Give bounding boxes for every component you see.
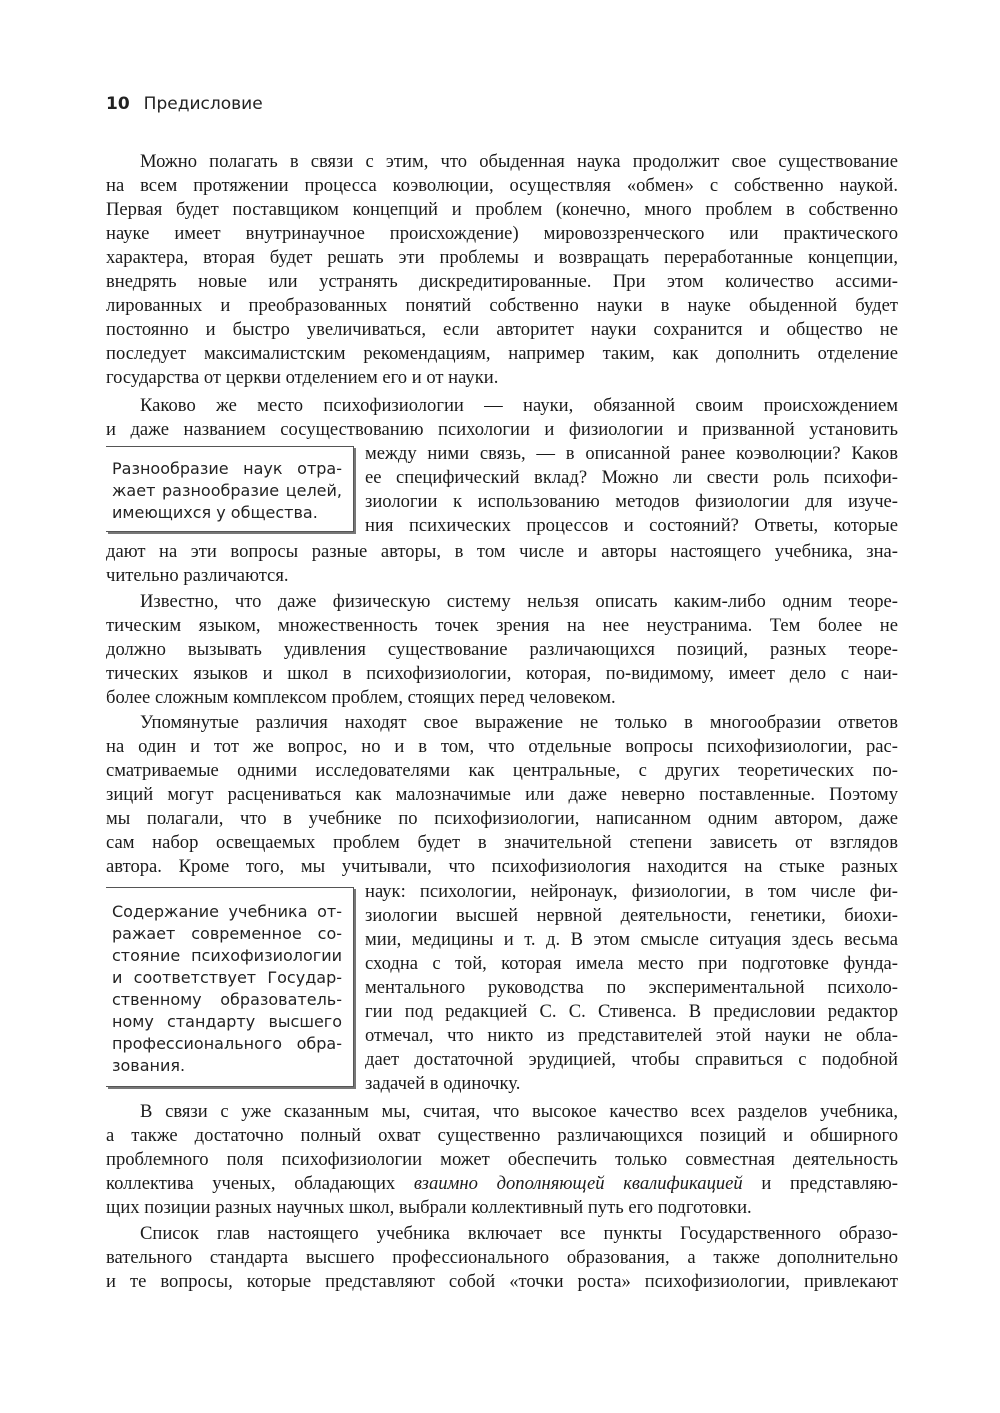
margin-note-line: стояние психофизиологии <box>112 946 342 965</box>
text-line: автора. Кроме того, мы учитывали, что психофизиология находится на стыке разных <box>106 856 898 877</box>
text-line: вательного стандарта высшего профессионального образования, а также дополнительно <box>106 1247 898 1268</box>
margin-note-line: ражает современное со- <box>112 924 342 943</box>
text-line: характера, вторая будет решать эти проблемы и возвращать переработанные концепции, <box>106 247 898 268</box>
text-line: и те вопросы, которые представляют собой «точки роста» психофизиологии, привлекают <box>106 1271 898 1292</box>
text-line: наук: психологии, нейронаук, физиологии, в том числе фи- <box>365 881 898 902</box>
text-line: Упомянутые различия находят свое выражение не только в многообразии ответов <box>140 712 898 733</box>
text-line: зиологии высшей нервной деятельности, генетики, биохи- <box>365 905 898 926</box>
margin-note-line: Содержание учебника от- <box>112 902 342 921</box>
text-line: тическим языком, множественность точек зрения на нее неустранима. Тем более не <box>106 615 898 636</box>
text-line: ния психических процессов и состояний? Ответы, которые <box>365 515 898 536</box>
text-line: Можно полагать в связи с этим, что обыденная наука продолжит свое существование <box>140 151 898 172</box>
emphasis-text: взаимно дополняющей квалификацией <box>413 1173 743 1194</box>
text-line: на всем протяжении процесса коэволюции, осуществляя «обмен» с собственно наукой. <box>106 175 898 196</box>
text-line: между ними связь, — в описанной ранее коэволюции? Каков <box>365 443 898 464</box>
text-line: более сложным комплексом проблем, стоящих перед человеком. <box>106 687 616 708</box>
text-line <box>106 1172 898 1196</box>
text-line: сматриваемые одними исследователями как центральные, с других теоретических по- <box>106 760 898 781</box>
text-line: Известно, что даже физическую систему нельзя описать каким-либо одним теоре- <box>140 591 898 612</box>
text-line: последует максималистским рекомендациям, например таким, как дополнить отделение <box>106 343 898 364</box>
text-line: сам набор освещаемых проблем будет в значительной степени зависеть от взглядов <box>106 832 898 853</box>
text-line: Первая будет поставщиком концепций и проблем (конечно, много проблем в собственно <box>106 199 898 220</box>
text-line: постоянно и быстро увеличиваться, если авторитет науки сохранится и общество не <box>106 319 898 340</box>
margin-note-line: и соответствует Государ- <box>112 968 342 987</box>
text-line: чительно различаются. <box>106 565 289 586</box>
text-line: дает достаточной эрудицией, чтобы справиться с подобной <box>365 1049 898 1070</box>
text-segment: коллектива ученых, обладающих <box>106 1173 396 1194</box>
text-line: Каково же место психофизиологии — науки, обязанной своим происхождением <box>140 395 898 416</box>
text-line: ее специфический вклад? Можно ли свести роль психофи- <box>365 467 898 488</box>
text-line: гии под редакцией С. С. Стивенса. В предисловии редактор <box>365 1001 898 1022</box>
text-line: и даже названием сосуществованию психологии и физиологии и призванной установить <box>106 419 898 440</box>
text-segment: и представляю- <box>761 1173 898 1194</box>
margin-note-line: имеющихся у общества. <box>112 503 318 522</box>
margin-note-line: зования. <box>112 1056 186 1075</box>
margin-note <box>106 446 354 532</box>
text-line: задачей в одиночку. <box>365 1073 521 1094</box>
text-line: внедрять новые или устранять дискредитированные. При этом количество ассими- <box>106 271 898 292</box>
text-line: щих позиции разных научных школ, выбрали коллективный путь его подготовки. <box>106 1197 752 1218</box>
text-line: на один и тот же вопрос, но и в том, что отдельные вопросы психофизиологии, рас- <box>106 736 898 757</box>
text-line: сходна с той, которая имела место при подготовке фунда- <box>365 953 898 974</box>
margin-note-line: жает разнообразие целей, <box>112 481 342 500</box>
text-line: лированных и преобразованных понятий собственно науки в науке обыденной будет <box>106 295 898 316</box>
running-head <box>106 94 263 114</box>
text-line: мы полагали, что в учебнике по психофизиологии, написанном одним автором, даже <box>106 808 898 829</box>
margin-note-line: ственному образователь- <box>112 990 342 1009</box>
text-line: тических языков и школ в психофизиологии, которая, по-видимому, имеет дело с наи- <box>106 663 898 684</box>
text-line: а также достаточно полный охват существенно различающихся позиций и обширного <box>106 1125 898 1146</box>
text-line: должно вызывать удивления существование различающихся позиций, разных теоре- <box>106 639 898 660</box>
text-line: Список глав настоящего учебника включает все пункты Государственного образо- <box>140 1223 898 1244</box>
page-number: 10 <box>106 94 130 114</box>
margin-note-line: Разнообразие наук отра- <box>112 459 342 478</box>
margin-note <box>106 887 354 1087</box>
text-line: зиций могут расцениваться как малозначимые или даже неверно поставленные. Поэтому <box>106 784 898 805</box>
text-line: отмечал, что никто из представителей этой науки не обла- <box>365 1025 898 1046</box>
margin-note-line: ному стандарту высшего <box>112 1012 342 1031</box>
text-line: дают на эти вопросы разные авторы, в том числе и авторы настоящего учебника, зна- <box>106 541 898 562</box>
text-line: проблемного поля психофизиологии может обеспечить только совместная деятельность <box>106 1149 898 1170</box>
margin-note-line: профессионального обра- <box>112 1034 342 1053</box>
text-line: ментального руководства по экспериментальной психоло- <box>365 977 898 998</box>
text-line: науке имеет внутринаучное происхождение) мировоззренческого или практического <box>106 223 898 244</box>
section-title: Предисловие <box>143 94 263 114</box>
text-line: государства от церкви отделением его и от науки. <box>106 367 499 388</box>
text-line: В связи с уже сказанным мы, считая, что высокое качество всех разделов учебника, <box>140 1101 898 1122</box>
text-line: зиологии к использованию методов физиологии для изуче- <box>365 491 898 512</box>
text-line: мии, медицины и т. д. В этом смысле ситуация здесь весьма <box>365 929 898 950</box>
